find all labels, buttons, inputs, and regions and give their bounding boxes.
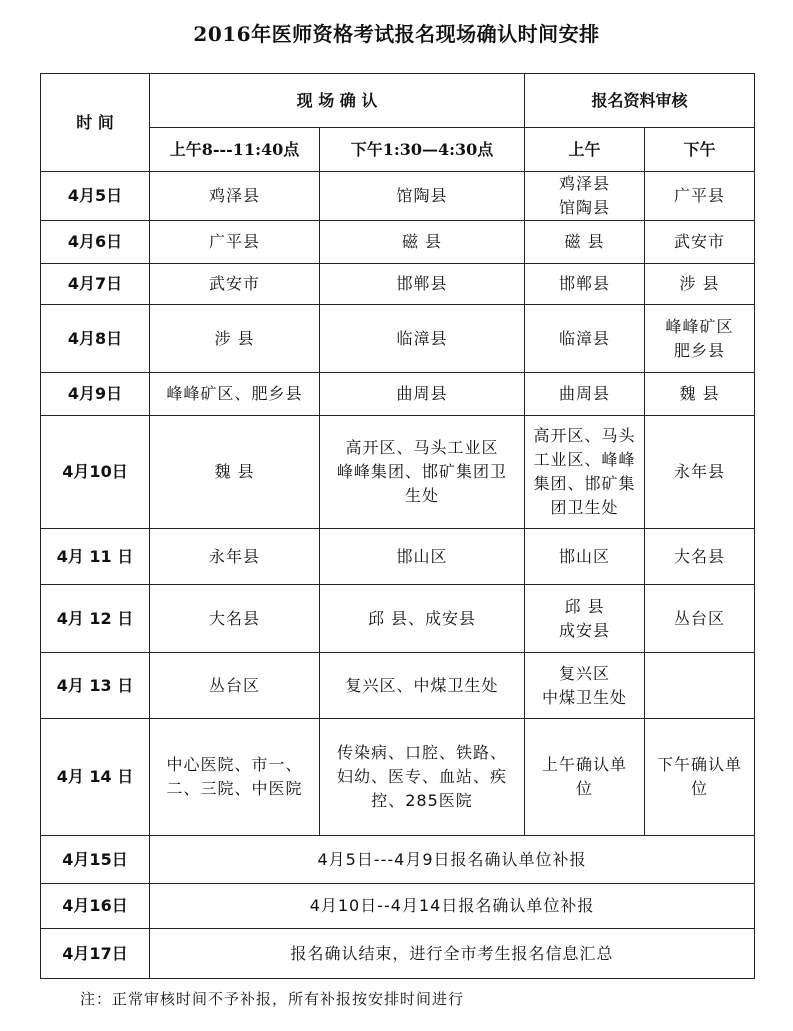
row-date: 4月15日 [41, 836, 150, 884]
onsite-morning-cell-line: 永年县 [208, 546, 260, 566]
review-morning-cell [525, 373, 645, 416]
review-afternoon-cell-line: 肥乡县 [674, 340, 726, 360]
row-date: 4月 12 日 [41, 585, 150, 653]
schedule-table [40, 73, 755, 979]
onsite-afternoon-cell-line: 邱 县、成安县 [367, 608, 477, 628]
onsite-morning-cell [150, 719, 320, 836]
row-date: 4月17日 [41, 929, 150, 979]
onsite-afternoon-cell-line: 邯郸县 [396, 274, 448, 293]
review-morning-cell-line: 邯郸县 [558, 274, 610, 293]
table-row [41, 585, 755, 653]
onsite-afternoon-cell-line: 峰峰集团、邯矿集团卫 [336, 462, 507, 481]
onsite-morning-cell [150, 221, 320, 264]
onsite-afternoon-cell [320, 264, 525, 305]
onsite-afternoon-cell-line: 妇幼、医专、血站、疾 [336, 767, 507, 786]
onsite-morning-cell-line: 大名县 [208, 608, 260, 628]
onsite-afternoon-cell [320, 585, 525, 653]
row-date: 4月8日 [41, 305, 150, 373]
review-morning-cell-line: 鸡泽县 [558, 174, 610, 193]
review-afternoon-cell [645, 585, 755, 653]
review-afternoon-cell-line: 下午确认单 [657, 755, 743, 774]
table-header [41, 74, 755, 172]
review-morning-cell-line: 中煤卫生处 [541, 687, 627, 707]
onsite-morning-cell-line: 峰峰矿区、肥乡县 [166, 384, 303, 403]
table-row [41, 305, 755, 373]
onsite-afternoon-cell [320, 719, 525, 836]
table-row [41, 719, 755, 836]
row-date: 4月9日 [41, 373, 150, 416]
review-afternoon-cell [645, 264, 755, 305]
onsite-afternoon-cell-line: 控、285医院 [371, 791, 473, 810]
review-morning-cell-line: 磁 县 [564, 232, 605, 251]
review-afternoon-cell [645, 719, 755, 836]
review-afternoon-cell [645, 221, 755, 264]
header-review-afternoon: 下午 [645, 128, 755, 172]
row-date: 4月6日 [41, 221, 150, 264]
review-afternoon-cell-line: 峰峰矿区 [665, 316, 734, 336]
supplement-text: 4月10日--4月14日报名确认单位补报 [150, 884, 755, 929]
review-afternoon-cell-line: 丛台区 [674, 608, 726, 628]
review-morning-cell-line: 团卫生处 [550, 498, 619, 517]
header-review-morning: 上午 [525, 128, 645, 172]
table-row [41, 373, 755, 416]
row-date: 4月 14 日 [41, 719, 150, 836]
table-row [41, 416, 755, 529]
onsite-morning-cell-line: 二、三院、中医院 [166, 779, 303, 798]
supplement-row [41, 929, 755, 979]
review-morning-cell [525, 416, 645, 529]
footnote: 注：正常审核时间不予补报，所有补报按安排时间进行 [80, 990, 465, 1008]
row-date: 4月 11 日 [41, 529, 150, 585]
onsite-afternoon-cell-line: 生处 [404, 486, 439, 505]
onsite-morning-cell-line: 武安市 [208, 274, 260, 293]
table-row [41, 653, 755, 719]
onsite-morning-cell-line: 中心医院、市一、 [166, 755, 303, 774]
table-body [41, 172, 755, 979]
review-afternoon-cell-line: 广平县 [674, 186, 726, 205]
review-morning-cell-line: 高开区、马头 [533, 426, 636, 445]
page-title: 2016年医师资格考试报名现场确认时间安排 [193, 22, 600, 46]
review-morning-cell-line: 曲周县 [558, 384, 610, 403]
review-afternoon-cell [645, 172, 755, 221]
table-row [41, 221, 755, 264]
review-morning-cell-line: 邯山区 [558, 546, 610, 566]
review-morning-cell [525, 264, 645, 305]
table-row [41, 264, 755, 305]
review-morning-cell [525, 221, 645, 264]
row-date: 4月7日 [41, 264, 150, 305]
onsite-morning-cell-line: 广平县 [208, 232, 260, 251]
review-afternoon-cell [645, 529, 755, 585]
onsite-morning-cell [150, 172, 320, 221]
header-time: 时 间 [41, 74, 150, 172]
review-morning-cell [525, 585, 645, 653]
onsite-morning-cell-line: 魏 县 [214, 462, 255, 481]
onsite-afternoon-cell [320, 221, 525, 264]
onsite-afternoon-cell-line: 磁 县 [401, 232, 443, 251]
onsite-afternoon-cell-line: 传染病、口腔、铁路、 [336, 743, 507, 762]
onsite-afternoon-cell-line: 临漳县 [396, 328, 448, 348]
review-morning-cell-line: 位 [575, 779, 593, 798]
row-date: 4月 13 日 [41, 653, 150, 719]
review-afternoon-cell [645, 373, 755, 416]
table-row [41, 172, 755, 221]
review-afternoon-cell [645, 305, 755, 373]
review-morning-cell [525, 172, 645, 221]
onsite-morning-cell-line: 涉 县 [214, 328, 255, 348]
supplement-row [41, 836, 755, 884]
onsite-morning-cell [150, 585, 320, 653]
review-afternoon-cell-line: 位 [691, 779, 709, 798]
onsite-morning-cell [150, 529, 320, 585]
review-morning-cell-line: 上午确认单 [541, 755, 627, 774]
review-morning-cell [525, 529, 645, 585]
review-afternoon-cell [645, 653, 755, 719]
onsite-afternoon-cell [320, 416, 525, 529]
review-morning-cell [525, 719, 645, 836]
header-review: 报名资料审核 [525, 74, 755, 128]
review-afternoon-cell-line: 永年县 [674, 462, 726, 481]
onsite-afternoon-cell-line: 邯山区 [396, 546, 448, 566]
review-afternoon-cell [645, 416, 755, 529]
review-morning-cell-line: 工业区、峰峰 [533, 450, 636, 469]
review-afternoon-cell-line: 魏 县 [679, 384, 720, 403]
onsite-morning-cell [150, 653, 320, 719]
review-afternoon-cell-line: 武安市 [674, 232, 726, 251]
onsite-morning-cell-line: 丛台区 [208, 675, 260, 695]
supplement-text: 报名确认结束，进行全市考生报名信息汇总 [150, 929, 755, 979]
review-morning-cell-line: 集团、邯矿集 [533, 474, 636, 493]
onsite-morning-cell [150, 305, 320, 373]
review-morning-cell-line: 成安县 [558, 620, 610, 640]
review-morning-cell-line: 邱 县 [564, 596, 605, 616]
row-date: 4月16日 [41, 884, 150, 929]
onsite-morning-cell [150, 264, 320, 305]
onsite-morning-cell [150, 416, 320, 529]
table-row [41, 529, 755, 585]
onsite-morning-cell [150, 373, 320, 416]
onsite-afternoon-cell-line: 高开区、马头工业区 [345, 438, 499, 457]
review-morning-cell-line: 复兴区 [558, 663, 610, 683]
header-onsite: 现 场 确 认 [150, 74, 525, 128]
row-date: 4月5日 [41, 172, 150, 221]
supplement-text: 4月5日---4月9日报名确认单位补报 [150, 836, 755, 884]
header-morning-session: 上午8---11:40点 [150, 128, 320, 172]
review-morning-cell-line: 临漳县 [558, 328, 610, 348]
review-morning-cell [525, 653, 645, 719]
onsite-afternoon-cell-line: 馆陶县 [396, 186, 448, 205]
review-afternoon-cell-line: 涉 县 [679, 274, 720, 293]
onsite-morning-cell-line: 鸡泽县 [208, 186, 260, 205]
onsite-afternoon-cell [320, 653, 525, 719]
onsite-afternoon-cell [320, 305, 525, 373]
onsite-afternoon-cell [320, 172, 525, 221]
onsite-afternoon-cell [320, 529, 525, 585]
header-afternoon-session: 下午1:30—4:30点 [320, 128, 525, 172]
review-afternoon-cell-line: 大名县 [674, 546, 726, 566]
onsite-afternoon-cell [320, 373, 525, 416]
onsite-afternoon-cell-line: 曲周县 [396, 384, 448, 403]
review-morning-cell-line: 馆陶县 [558, 198, 610, 217]
row-date: 4月10日 [41, 416, 150, 529]
supplement-row [41, 884, 755, 929]
onsite-afternoon-cell-line: 复兴区、中煤卫生处 [345, 675, 499, 695]
review-morning-cell [525, 305, 645, 373]
